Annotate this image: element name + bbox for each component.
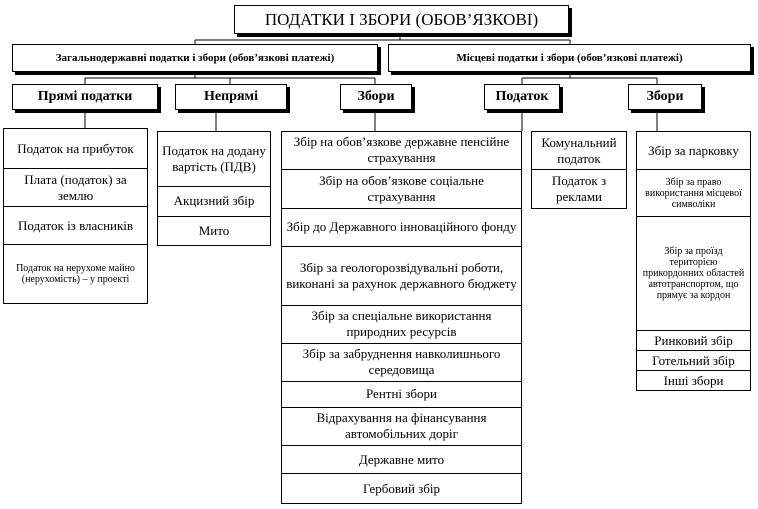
list-item: Гербовий збір (362, 480, 441, 496)
local-fees-list (636, 131, 751, 391)
national-fees-box: Збори (340, 84, 412, 110)
list-item: Комунальний податок (532, 132, 626, 170)
indirect-taxes-box: Непрямі (175, 84, 287, 110)
list-item: Збір на обов’язкове державне пенсійне страхування (282, 132, 521, 170)
indirect-taxes-list (157, 131, 271, 246)
list-item: Державне мито (282, 446, 521, 474)
list-item: Податок на прибуток (4, 129, 147, 169)
direct-taxes-list (3, 128, 148, 304)
list-item: Готельний збір (637, 351, 750, 371)
list-item: Ринковий збір (637, 331, 750, 351)
national-fees-list (281, 131, 522, 504)
list-item: Відрахування на фінансування автомобільних доріг (282, 408, 521, 447)
list-item: Акцизний збір (158, 187, 270, 217)
list-item: Збір за проїзд територією прикордонних областей автотранспортом, що прямує за кордон (637, 217, 750, 331)
list-item: Мито (198, 222, 230, 238)
list-item: Плата (податок) за землю (4, 169, 147, 207)
list-item: Рентні збори (282, 382, 521, 408)
list-item: Збір за геологорозвідувальні роботи, виконані за рахунок державного бюджету (282, 247, 521, 306)
list-item: Податок із власників (4, 207, 147, 245)
local-tax-box: Податок (484, 84, 560, 110)
list-item: Збір за право використання місцевої символіки (637, 170, 750, 217)
list-item: Податок на додану вартість (ПДВ) (158, 132, 270, 187)
local-fees-box: Збори (628, 84, 702, 110)
national-taxes-box: Загальнодержавні податки і збори (обов’язкові платежі) (12, 44, 378, 72)
diagram-title: ПОДАТКИ І ЗБОРИ (ОБОВ’ЯЗКОВІ) (234, 5, 569, 34)
local-taxes-box: Місцеві податки і збори (обов’язкові платежі) (388, 44, 751, 72)
list-item: Збір на обов’язкове соціальне страхування (282, 170, 521, 209)
list-item: Податок з реклами (551, 173, 607, 204)
direct-taxes-box: Прямі податки (12, 84, 158, 110)
local-tax-list (531, 131, 627, 209)
list-item: Збір за спеціальне використання природних ресурсів (282, 306, 521, 344)
list-item: Інші збори (663, 372, 724, 388)
list-item: Збір до Державного інноваційного фонду (282, 209, 521, 248)
list-item: Податок на нерухоме майно (нерухомість) – у проекті (16, 263, 135, 285)
list-item: Збір за парковку (637, 132, 750, 170)
list-item: Збір за забруднення навколишнього середовища (282, 344, 521, 382)
